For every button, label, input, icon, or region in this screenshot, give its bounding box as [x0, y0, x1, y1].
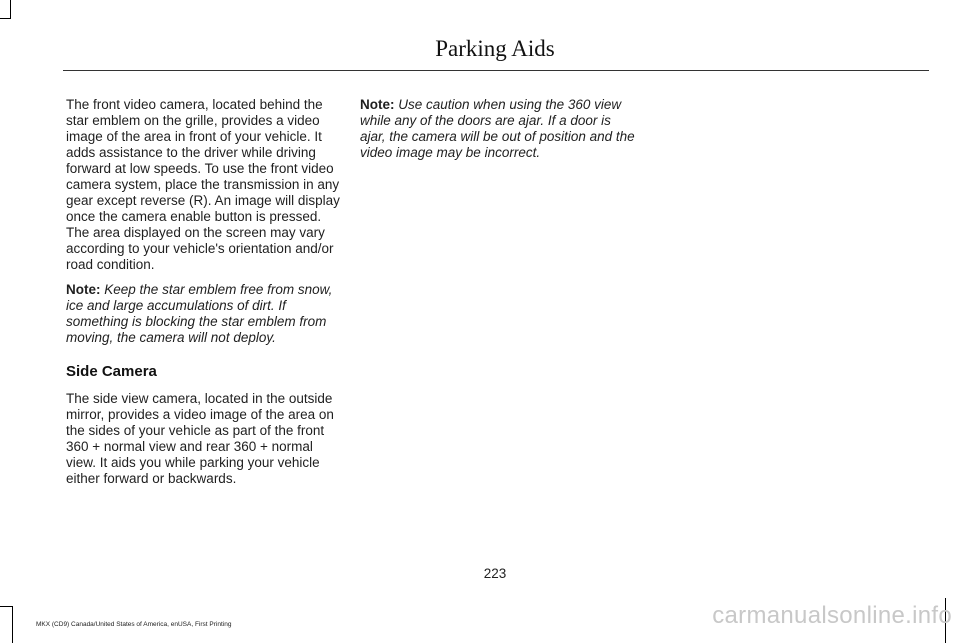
page-header-title: Parking Aids [435, 36, 555, 61]
header-divider [63, 70, 929, 71]
front-camera-paragraph: The front video camera, located behind the star emblem on the grille, provides a video image of the area in front of your vehicle. It adds assistance to the driver while driving forward at low speeds. To use the front video camera system, place the transmission in any gear except reverse (R). An image will display once the camera enable button is pressed. The area displayed on the screen may vary according to your vehicle's orientation and/or road condition. [66, 97, 340, 272]
crop-mark-top-left-vertical [10, 0, 11, 18]
crop-mark-bottom-left-vertical [12, 606, 13, 643]
right-column [360, 97, 636, 170]
crop-mark-top-left-horizontal [0, 18, 11, 19]
watermark: carmanualsonline.info [712, 602, 952, 629]
left-column [66, 97, 342, 496]
note-star-emblem [66, 282, 342, 346]
note-360-view [360, 97, 636, 161]
page-number: 223 [483, 566, 507, 581]
section-heading-side-camera: Side Camera [66, 363, 157, 380]
note-label: Note: [360, 97, 395, 112]
note-text: Use caution when using the 360 view while any of the doors are ajar. If a door is ajar, the camera will be out of position and the video image may be incorrect. [360, 97, 635, 160]
side-camera-paragraph: The side view camera, located in the outside mirror, provides a video image of the area on the sides of your vehicle as part of the front 360 + normal view and rear 360 + normal view. It aids you while parking your vehicle either forward or backwards. [66, 391, 334, 486]
note-text: Keep the star emblem free from snow, ice and large accumulations of dirt. If something is blocking the star emblem from moving, the camera will not deploy. [66, 282, 333, 345]
note-label: Note: [66, 282, 101, 297]
crop-mark-bottom-left-horizontal [0, 606, 13, 607]
footer-edition-text: MKX (CD9) Canada/United States of America, enUSA, First Printing [36, 621, 232, 628]
